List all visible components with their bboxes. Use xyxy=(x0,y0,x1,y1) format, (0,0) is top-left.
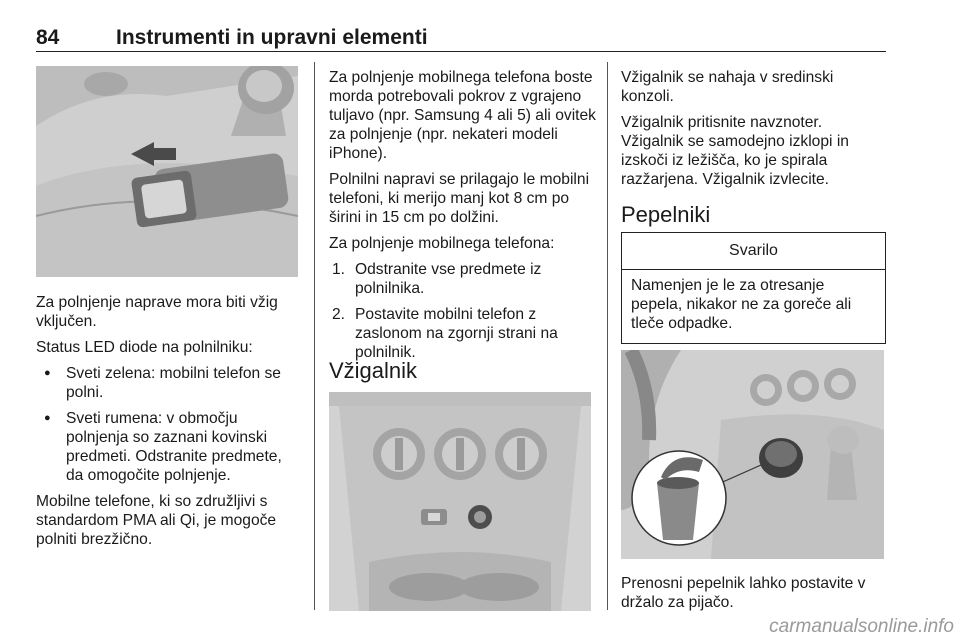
list-item xyxy=(329,260,597,298)
page-header xyxy=(36,6,886,49)
step-number: 2. xyxy=(332,306,346,323)
middle-column xyxy=(329,68,597,369)
header-rule xyxy=(36,51,886,52)
lighter-illustration xyxy=(329,392,591,611)
paragraph: Vžigalnik se nahaja v sredinski konzoli. xyxy=(621,69,834,105)
right-column xyxy=(621,68,887,196)
paragraph: Za polnjenje naprave mora biti vžig vključen. xyxy=(36,294,278,330)
column-divider xyxy=(607,62,608,610)
step-number: 1. xyxy=(332,261,346,278)
watermark: carmanualsonline.info xyxy=(769,616,954,637)
wireless-charger-illustration xyxy=(36,66,298,277)
paragraph: Polnilni napravi se prilagajo le mobilni telefoni, ki merijo manj kot 8 cm po širini in 15 cm po dolžini. xyxy=(329,171,590,226)
warning-box xyxy=(621,232,886,344)
section-heading-ashtrays: Pepelniki xyxy=(621,202,711,227)
warning-text: Namenjen je le za otresanje pepela, nikakor ne za goreče ali tleče odpadke. xyxy=(631,277,852,332)
step-text: Odstranite vse predmete iz polnilnika. xyxy=(355,261,542,297)
list-item: ● Sveti zelena: mobilni telefon se polni. xyxy=(36,364,298,402)
right-caption xyxy=(621,574,887,619)
page-title: Instrumenti in upravni elementi xyxy=(116,26,428,49)
left-column xyxy=(36,293,298,556)
page-number: 84 xyxy=(36,26,60,49)
paragraph: Status LED diode na polnilniku: xyxy=(36,339,253,356)
paragraph: Za polnjenje mobilnega telefona: xyxy=(329,235,555,252)
list-item: ● Sveti rumena: v območju polnjenja so zaznani kovinski predmeti. Odstranite predmete, da omogočite polnjenje. xyxy=(36,409,298,485)
paragraph: Vžigalnik pritisnite navznoter. Vžigalnik se samodejno izklopi in izskoči iz ležišča, ko je spirala razžarjena. Vžigalnik izvlecite. xyxy=(621,114,849,188)
warning-title: Svarilo xyxy=(622,233,885,270)
section-heading-lighter: Vžigalnik xyxy=(329,358,418,383)
paragraph: Za polnjenje mobilnega telefona boste morda potrebovali pokrov z vgrajeno tuljavo (npr. Samsung 4 ali 5) ali ovitek za polnjenje (npr. nekateri modeli iPhone). xyxy=(329,69,596,162)
step-text: Postavite mobilni telefon z zaslonom na zgornji strani na polnilnik. xyxy=(355,306,558,361)
column-divider xyxy=(314,62,315,610)
caption: Prenosni pepelnik lahko postavite v držalo za pijačo. xyxy=(621,575,866,611)
paragraph: Mobilne telefone, ki so združljivi s standardom PMA ali Qi, je mogoče polniti brezžično. xyxy=(36,493,277,548)
led-status-list xyxy=(36,364,298,485)
list-item xyxy=(329,305,597,362)
charging-steps xyxy=(329,260,597,362)
ashtray-illustration xyxy=(621,350,884,559)
